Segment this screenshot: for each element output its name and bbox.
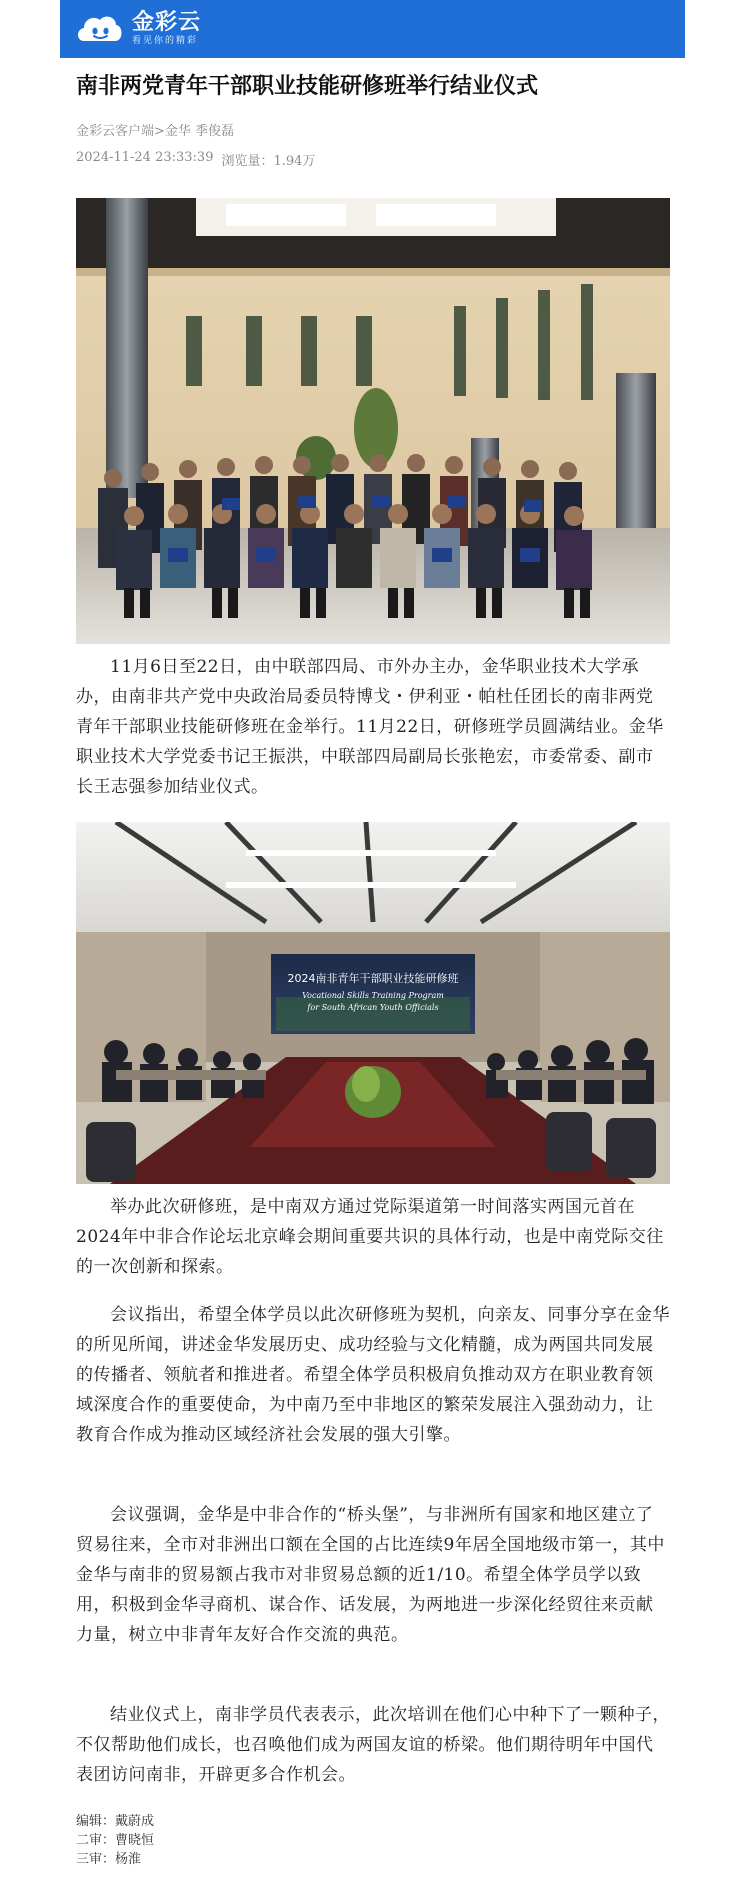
editor-label: 二审：: [76, 1833, 116, 1848]
editor-label: 三审：: [76, 1852, 116, 1867]
paragraph-1: 11月6日至22日，由中联部四局、市外办主办，金华职业技术大学承办，由南非共产党中央政治局委员特博戈・伊利亚・帕杜任团长的南非两党青年干部职业技能研修班在金举行。11月22日，研修班学员圆满结业。金华职业技术大学党委书记王振洪，中联部四局副局长张艳宏，市委常委、副市长王志强参加结业仪式。: [76, 657, 664, 797]
editor-credits: [76, 1812, 154, 1869]
logo-name: 金彩云: [132, 10, 202, 35]
editor-row: [76, 1812, 154, 1831]
editor-name: 曹晓恒: [115, 1833, 155, 1848]
cloud-logo-icon: [74, 11, 124, 47]
view-count: 浏览量：1.94万: [221, 154, 316, 169]
editor-row: [76, 1850, 154, 1869]
screen-title: 2024南非青年干部职业技能研修班: [287, 972, 459, 985]
editor-name: 杨淮: [115, 1852, 142, 1867]
publish-date: 2024-11-24 23:33:39: [76, 150, 214, 165]
article-title: 南非两党青年干部职业技能研修班举行结业仪式: [76, 74, 539, 99]
paragraph-3: 会议指出，希望全体学员以此次研修班为契机，向亲友、同事分享在金华的所见所闻，讲述金华发展历史、成功经验与文化精髓，成为两国共同发展的传播者、领航者和推进者。希望全体学员积极肩负推动双方在职业教育领域深度合作的重要使命，为中南乃至中非地区的繁荣发展注入强劲动力，让教育合作成为推动区域经济社会发展的强大引擎。: [76, 1305, 670, 1445]
screen-subtitle-1: Vocational Skills Training Program: [302, 991, 444, 1000]
paragraph-4: 会议强调，金华是中非合作的“桥头堡”，与非洲所有国家和地区建立了贸易往来，全市对非洲出口额在全国的占比连续9年居全国地级市第一，其中金华与南非的贸易额占我市对非贸易总额的近1/10。希望全体学员学以致用，积极到金华寻商机、谋合作、话发展，为两地进一步深化经贸往来贡献力量，树立中非青年友好合作交流的典范。: [76, 1505, 665, 1645]
top-bar: [60, 0, 685, 58]
article-source: 金彩云客户端>金华 季俊磊: [76, 124, 235, 139]
screen-subtitle-2: for South African Youth Officials: [307, 1003, 439, 1012]
paragraph-2: 举办此次研修班，是中南双方通过党际渠道第一时间落实两国元首在2024年中非合作论坛北京峰会期间重要共识的具体行动，也是中南党际交往的一次创新和探索。: [76, 1197, 664, 1277]
meeting-photo: [76, 822, 670, 1184]
logo-slogan: 看见你的精彩: [132, 36, 199, 46]
editor-name: 戴蔚成: [115, 1814, 155, 1829]
paragraph-5: 结业仪式上，南非学员代表表示，此次培训在他们心中种下了一颗种子，不仅帮助他们成长，也召唤他们成为两国友谊的桥梁。他们期待明年中国代表团访问南非，开辟更多合作机会。: [76, 1705, 670, 1785]
article-meta: [76, 150, 315, 169]
app-logo[interactable]: [74, 11, 201, 47]
group-photo: [76, 198, 670, 644]
editor-label: 编辑：: [76, 1814, 116, 1829]
editor-row: [76, 1831, 154, 1850]
